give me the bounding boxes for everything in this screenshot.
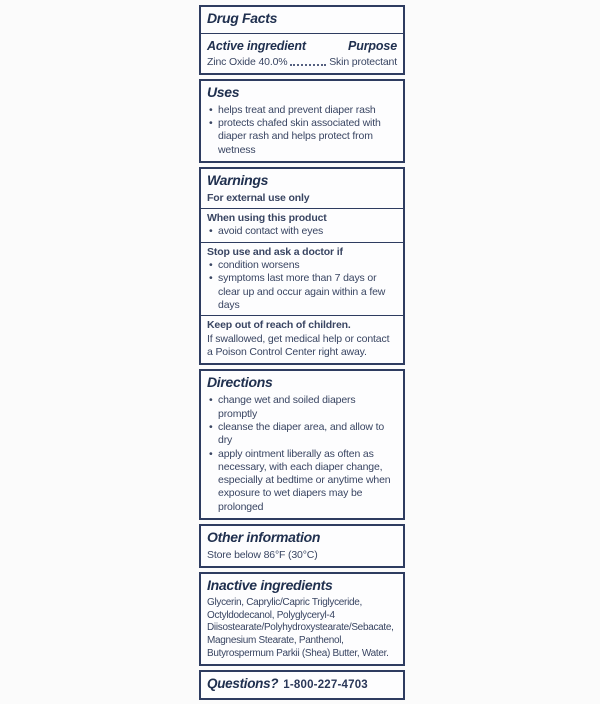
- inactive-ingredients-section: [199, 572, 405, 666]
- drug-facts-title: Drug Facts: [207, 10, 278, 26]
- divider: [201, 315, 403, 316]
- dotted-leader: [290, 64, 326, 66]
- divider: [201, 33, 403, 34]
- divider: [201, 208, 403, 209]
- storage-statement: Store below 86°F (30°C): [207, 548, 318, 561]
- questions-row: [207, 674, 397, 694]
- uses-bullet: • helps treat and prevent diaper rash: [207, 104, 397, 117]
- directions-bullet: • cleanse the diaper area, and allow to dry: [207, 421, 397, 448]
- directions-section: [199, 369, 405, 520]
- uses-title: Uses: [207, 83, 240, 100]
- directions-bullet: • apply ointment liberally as often as necessary, with each diaper change, especially at bedtime or anytime when exposure to wet diapers may be prolonged: [207, 448, 397, 515]
- active-ingredient-heading: Active ingredient: [207, 38, 306, 53]
- uses-bullet: • protects chafed skin associated with diaper rash and helps protect from wetness: [207, 117, 397, 157]
- keep-out-heading: Keep out of reach of children.: [207, 319, 351, 332]
- warnings-title: Warnings: [207, 172, 269, 189]
- external-use-statement: For external use only: [207, 191, 310, 204]
- keep-out-text: If swallowed, get medical help or contact a Poison Control Center right away.: [207, 332, 390, 359]
- directions-title: Directions: [207, 374, 273, 391]
- inactive-ingredients-title: Inactive ingredients: [207, 577, 333, 594]
- inactive-ingredients-list: Glycerin, Caprylic/Capric Triglyceride, Octyldodecanol, Polyglyceryl-4 Diisostearate/Polyhydroxystearate/Sebacate, Magnesium Stearate, Panthenol, Butyrospermum Parkii (Shea) Butter, Water.: [207, 597, 394, 659]
- other-information-section: [199, 524, 405, 568]
- when-using-bullet: • avoid contact with eyes: [207, 225, 397, 238]
- divider: [201, 242, 403, 243]
- questions-label: Questions?: [207, 676, 279, 692]
- directions-bullet: • change wet and soiled diapers promptly: [207, 394, 397, 421]
- questions-section: [199, 670, 405, 700]
- when-using-heading: When using this product: [207, 212, 327, 225]
- active-ingredient-header: [207, 37, 397, 56]
- ingredient-name: Zinc Oxide 40.0%: [207, 55, 288, 68]
- active-ingredient-row: [207, 56, 397, 69]
- uses-section: [199, 79, 405, 163]
- questions-phone-number: 1-800-227-4703: [283, 679, 368, 692]
- drug-facts-header-section: [199, 5, 405, 75]
- purpose-heading: Purpose: [348, 38, 397, 53]
- stop-use-bullet: • condition worsens: [207, 259, 397, 272]
- drug-facts-label: [199, 5, 405, 704]
- ingredient-purpose: Skin protectant: [329, 55, 397, 68]
- other-information-title: Other information: [207, 529, 321, 546]
- stop-use-heading: Stop use and ask a doctor if: [207, 245, 343, 258]
- warnings-section: [199, 167, 405, 365]
- stop-use-bullet: • symptoms last more than 7 days or clear up and occur again within a few days: [207, 272, 397, 312]
